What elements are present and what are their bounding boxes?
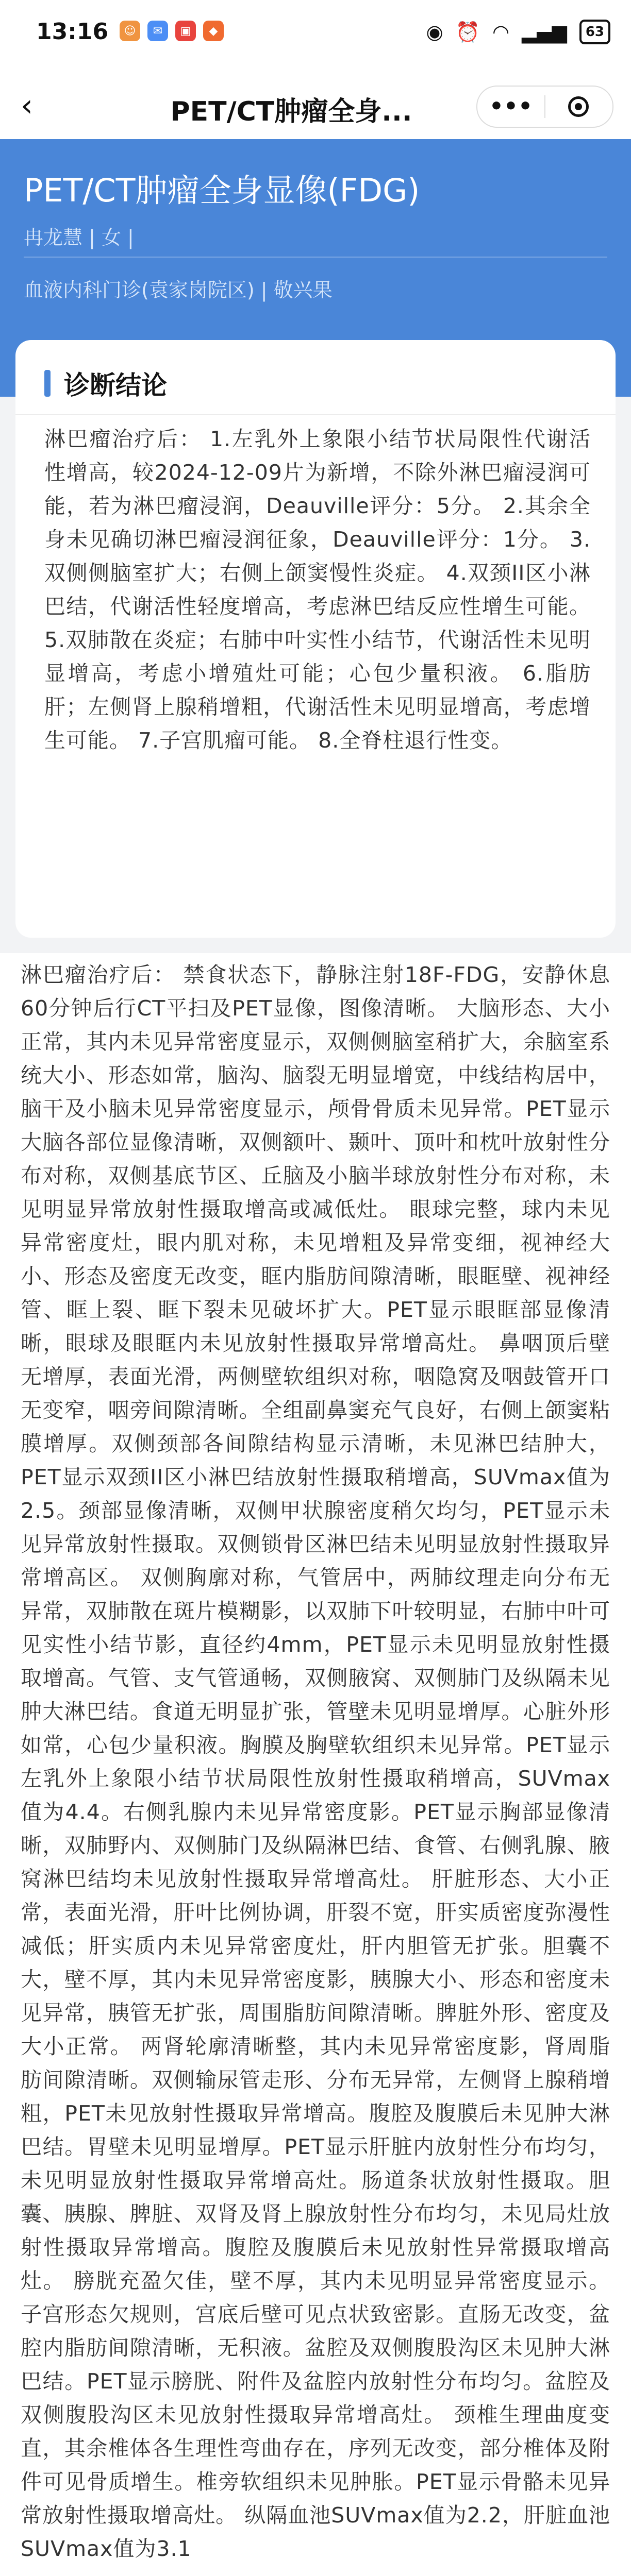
findings-section	[0, 953, 631, 2576]
header-divider	[24, 257, 607, 258]
report-title: PET/CT肿瘤全身显像(FDG)	[24, 172, 420, 209]
chevron-left-icon[interactable]: ‹	[21, 88, 33, 124]
findings-text: 淋巴瘤治疗后： 禁食状态下，静脉注射18F-FDG，安静休息60分钟后行CT平扫及PET显像，图像清晰。 大脑形态、大小正常，其内未见异常密度显示，双侧侧脑室稍扩大，余脑室系统大小、形态如常，脑沟、脑裂无明显增宽，中线结构居中，脑干及小脑未见异常密度显示，颅骨骨质未见异常。PET显示大脑各部位显像清晰，双侧额叶、颞叶、顶叶和枕叶放射性分布对称，双侧基底节区、丘脑及小脑半球放射性分布对称，未见明显异常放射性摄取增高或减低灶。 眼球完整，球内未见异常密度灶，眼内肌对称，未见增粗及异常变细，视神经大小、形态及密度无改变，眶内脂肪间隙清晰，眼眶壁、视神经管、眶上裂、眶下裂未见破坏扩大。PET显示眼眶部显像清晰，眼球及眼眶内未见放射性摄取异常增高灶。 鼻咽顶后壁无增厚，表面光滑，两侧壁软组织对称，咽隐窝及咽鼓管开口无变窄，咽旁间隙清晰。全组副鼻窦充气良好，右侧上颌窦粘膜增厚。双侧颈部各间隙结构显示清晰，未见淋巴结肿大，PET显示双颈II区小淋巴结放射性摄取稍增高，SUVmax值为2.5。颈部显像清晰，双侧甲状腺密度稍欠均匀，PET显示未见异常放射性摄取。双侧锁骨区淋巴结未见明显放射性摄取异常增高区。 双侧胸廓对称，气管居中，两肺纹理走向分布无异常，双肺散在斑片模糊影，以双肺下叶较明显，右肺中叶可见实性小结节影，直径约4mm，PET显示未见明显放射性摄取增高。气管、支气管通畅，双侧腋窝、双侧肺门及纵隔未见肿大淋巴结。食道无明显扩张，管壁未见明显增厚。心脏外形如常，心包少量积液。胸膜及胸壁软组织未见异常。PET显示左乳外上象限小结节状局限性放射性摄取稍增高，SUVmax值为4.4。右侧乳腺内未见异常密度影。PET显示胸部显像清晰，双肺野内、双侧肺门及纵隔淋巴结、食管、右侧乳腺、腋窝淋巴结均未见放射性摄取异常增高灶。 肝脏形态、大小正常，表面光滑，肝叶比例协调，肝裂不宽，肝实质密度弥漫性减低；肝实质内未见异常密度灶，肝内胆管无扩张。胆囊不大，壁不厚，其内未见异常密度影，胰腺大小、形态和密度未见异常，胰管无扩张，周围脂肪间隙清晰。脾脏外形、密度及大小正常。 两肾轮廓清晰整，其内未见异常密度影，肾周脂肪间隙清晰。双侧输尿管走形、分布无异常，左侧肾上腺稍增粗，PET未见放射性摄取异常增高。腹腔及腹膜后未见肿大淋巴结。胃壁未见明显增厚。PET显示肝脏内放射性分布均匀，未见明显放射性摄取异常增高灶。肠道条状放射性摄取。胆囊、胰腺、脾脏、双肾及肾上腺放射性分布均匀，未见局灶放射性摄取异常增高。腹腔及腹膜后未见放射性异常摄取增高灶。 膀胱充盈欠佳，壁不厚，其内未见明显异常密度显示。子宫形态欠规则，宫底后壁可见点状致密影。直肠无改变，盆腔内脂肪间隙清晰，无积液。盆腔及双侧腹股沟区未见肿大淋巴结。PET显示膀胱、附件及盆腔内放射性分布均匀。盆腔及双侧腹股沟区未见放射性摄取异常增高灶。 颈椎生理曲度变直，其余椎体各生理性弯曲存在，序列无改变，部分椎体及附件可见骨质增生。椎旁软组织未见肿胀。PET显示骨骼未见异常放射性摄取增高灶。 纵隔血池SUVmax值为2.2，肝脏血池SUVmax值为3.1	[21, 962, 610, 2561]
status-bar	[0, 0, 631, 72]
more-icon[interactable]: •••	[489, 93, 533, 120]
status-time: 13:16	[36, 19, 109, 45]
patient-info: 冉龙慧 | 女 |	[24, 226, 134, 249]
mini-program-capsule	[476, 86, 613, 128]
system-icons	[426, 20, 610, 44]
close-icon[interactable]	[545, 96, 611, 117]
conclusion-heading	[44, 365, 167, 402]
alarm-icon: ⏰	[455, 20, 480, 43]
battery-icon: 63	[579, 20, 610, 44]
conclusion-divider	[15, 414, 616, 415]
nav-bar	[0, 72, 631, 139]
heading-accent-bar	[44, 370, 51, 397]
nav-title: PET/CT肿瘤全身...	[170, 96, 412, 127]
status-app-icons	[120, 21, 224, 41]
conclusion-text: 淋巴瘤治疗后： 1.左乳外上象限小结节状局限性代谢活性增高，较2024-12-09片为新增，不除外淋巴瘤浸润可能，若为淋巴瘤浸润，Deauville评分：5分。 2.其余全身未见确切淋巴瘤浸润征象，Deauville评分：1分。 3.双侧侧脑室扩大；右侧上颌窦慢性炎症。 4.双颈II区小淋巴结，代谢活性轻度增高，考虑淋巴结反应性增生可能。 5.双肺散在炎症；右肺中叶实性小结节，代谢活性未见明显增高，考虑小增殖灶可能；心包少量积液。 6.脂肪肝；左侧肾上腺稍增粗，代谢活性未见明显增高，考虑增生可能。 7.子宫肌瘤可能。 8.全脊柱退行性变。	[44, 427, 591, 753]
app-icon-4: ◆	[203, 21, 224, 41]
conclusion-title: 诊断结论	[64, 370, 167, 400]
app-icon-2: ✉	[147, 21, 168, 41]
app-icon-1: ☺	[120, 21, 140, 41]
app-icon-3: ▣	[175, 21, 196, 41]
eye-icon: ◉	[426, 21, 443, 43]
conclusion-card	[15, 340, 616, 938]
signal-icon: ▂▄▆	[522, 21, 567, 43]
department-info: 血液内科门诊(袁家岗院区) | 敬兴果	[24, 279, 333, 301]
wifi-icon: ◠	[492, 21, 510, 43]
